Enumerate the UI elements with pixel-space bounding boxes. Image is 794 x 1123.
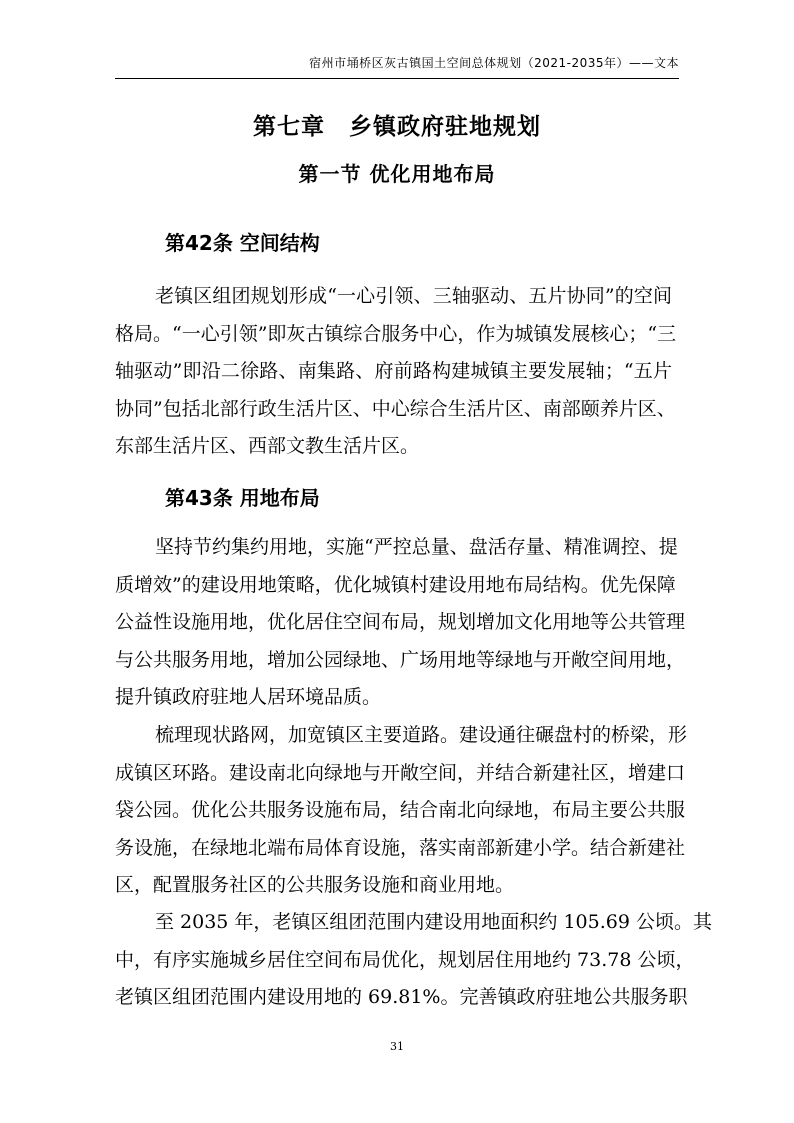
body-text-line: 格局。“一心引领”即灰古镇综合服务中心，作为城镇发展核心；“三: [115, 322, 677, 345]
body-text-line: 务设施，在绿地北端布局体育设施，落实南部新建小学。结合新建社: [115, 836, 686, 859]
body-text-line: 至 2035 年，老镇区组团范围内建设用地面积约 105.69 公顷。其: [155, 911, 712, 933]
body-text-line: 袋公园。优化公共服务设施布局，结合南北向绿地，布局主要公共服: [115, 799, 686, 821]
page-number: 31: [390, 1040, 404, 1053]
body-text-line: 与公共服务用地，增加公园绿地、广场用地等绿地与开敞空间用地，: [115, 648, 686, 671]
body-text-line: 成镇区环路。建设南北向绿地与开敞空间，并结合新建社区，增建口: [115, 761, 686, 784]
body-text-line: 提升镇政府驻地人居环境品质。: [115, 686, 382, 708]
running-header: 宿州市埇桥区灰古镇国土空间总体规划（2021-2035年）——文本: [309, 56, 679, 70]
header-divider: [115, 78, 679, 79]
section-title: 第一节 优化用地布局: [298, 162, 496, 186]
body-text-line: 坚持节约集约用地，实施“严控总量、盘活存量、精准调控、提: [155, 536, 678, 558]
body-text-line: 老镇区组团规划形成“一心引领、三轴驱动、五片协同”的空间: [155, 285, 672, 307]
body-text-line: 老镇区组团范围内建设用地的 69.81%。完善镇政府驻地公共服务职: [115, 986, 688, 1008]
body-text-line: 轴驱动”即沿二徐路、南集路、府前路构建城镇主要发展轴；“五片: [115, 360, 672, 382]
article-heading-43: 第43条 用地布局: [165, 486, 320, 510]
body-text-line: 公益性设施用地，优化居住空间布局，规划增加文化用地等公共管理: [115, 611, 686, 633]
body-text-line: 质增效”的建设用地策略，优化城镇村建设用地布局结构。优先保障: [115, 573, 676, 596]
body-text-line: 中，有序实施城乡居住空间布局优化，规划居住用地约 73.78 公顷，: [115, 948, 695, 971]
body-text-line: 梳理现状路网，加宽镇区主要道路。建设通往碾盘村的桥梁，形: [155, 724, 688, 746]
article-heading-42: 第42条 空间结构: [165, 231, 320, 255]
body-text-line: 东部生活片区、西部文教生活片区。: [115, 435, 420, 457]
body-text-line: 区，配置服务社区的公共服务设施和商业用地。: [115, 874, 515, 896]
chapter-title: 第七章 乡镇政府驻地规划: [253, 114, 541, 140]
body-text-line: 协同”包括北部行政生活片区、中心综合生活片区、南部颐养片区、: [115, 397, 676, 420]
